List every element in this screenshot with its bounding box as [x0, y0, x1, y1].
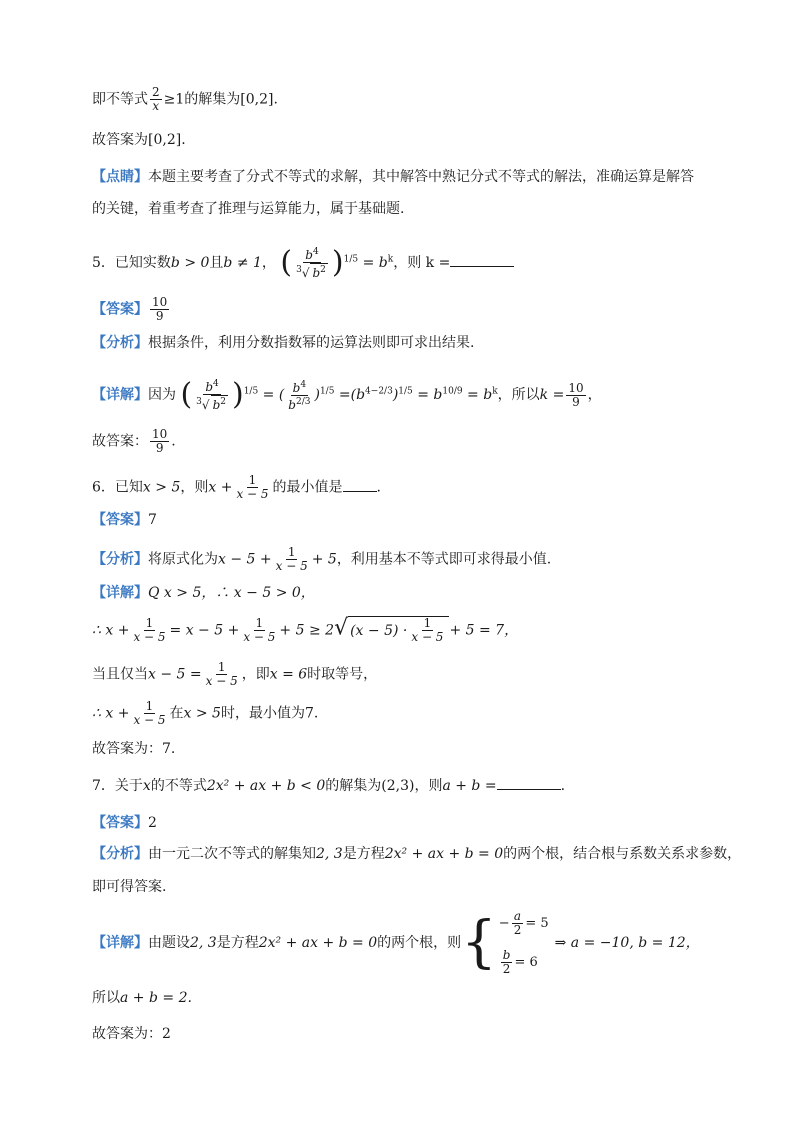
text: 所以	[92, 990, 120, 1006]
text: 故答案为	[92, 132, 148, 148]
answer-tag: 【答案】	[92, 815, 148, 831]
answer-value: 2	[148, 815, 157, 831]
math: x = 6	[269, 666, 308, 683]
math: =	[338, 387, 351, 403]
math: a + b =	[442, 778, 497, 794]
paren-right: )	[331, 245, 344, 280]
text: 根据条件，利用分数指数幂的运算法则即可求出结果.	[148, 335, 475, 351]
question-6: 6．已知x > 5，则x + $\frac{1}{x - 5}$ 的最小值是 .	[92, 473, 381, 501]
math: x > 5	[142, 479, 181, 496]
fraction: $\frac{b^4}{^3√ b^2}$	[196, 379, 226, 412]
math: (x − 5) ·	[350, 622, 408, 639]
math: ⇒ a = −10, b = 12，	[554, 935, 700, 951]
text: 即不等式	[92, 91, 148, 108]
frac-den: 9	[155, 441, 164, 455]
detail-tag: 【详解】	[92, 935, 148, 951]
conclusion-line	[92, 86, 278, 113]
q6-analysis	[92, 546, 551, 573]
answer-tag: 【答案】	[92, 301, 148, 318]
math: b	[433, 387, 443, 403]
frac-num: a	[513, 909, 522, 923]
q6-answer	[92, 510, 157, 530]
question-number: 5．已知实数	[92, 255, 171, 271]
math: + 5 = 7，	[449, 622, 519, 639]
remark-tag: 【点睛】	[92, 169, 148, 185]
frac-num: 10	[152, 295, 168, 309]
q5-detail: 【详解】因为 ( $\frac{b^4}{^3√ b^2}$ )$^{1/5}$ = ( $\frac{b^4}{b^{2/3}}$ )$^{1/5} =(b^{4-2/3})^{1/5} = b^{10/9} = b^k$，所以k = $\frac{10}{9}$ ，	[92, 377, 602, 412]
interval: [0,2].	[240, 91, 278, 108]
text: 故答案为：7.	[92, 741, 176, 757]
frac-den: 2	[502, 962, 511, 976]
q7-answer	[92, 813, 157, 833]
math: Q x > 5，∴ x − 5 > 0，	[148, 585, 315, 601]
text: ，	[261, 255, 276, 271]
exponent: 4	[312, 247, 319, 257]
text: 的关键，着重考查了推理与运算能力，属于基础题.	[92, 201, 405, 217]
q5-answer	[92, 296, 171, 323]
detail-tag: 【详解】	[92, 585, 148, 601]
text: 在	[169, 705, 184, 722]
math: 2x² + ax + b = 0	[384, 846, 504, 862]
exponent: 2/3	[295, 396, 311, 407]
text: 的解集为	[325, 778, 382, 794]
math: ∴ x +	[92, 622, 130, 639]
math: = 6	[514, 954, 538, 970]
math: a + b = 2.	[120, 990, 192, 1006]
paren-right: )	[231, 377, 244, 412]
text: 故答案为：2	[92, 1026, 171, 1042]
q7-analysis	[92, 844, 741, 864]
text: 的两个根，则	[377, 935, 462, 951]
analysis-tag: 【分析】	[92, 846, 148, 862]
exponent: 10/9	[442, 386, 463, 397]
fraction: $\frac{1}{x - 5}$	[275, 545, 308, 573]
question-number: 7．关于	[92, 778, 143, 794]
base: b	[312, 266, 321, 280]
answer-blank[interactable]	[450, 254, 514, 267]
text: 是方程	[342, 846, 385, 862]
frac-num: 1	[248, 473, 257, 487]
question-7: 7．关于x的不等式2x² + ax + b < 0的解集为(2,3)，则a + b = .	[92, 778, 566, 794]
math: x − 5 =	[148, 666, 202, 683]
math: b > 0	[170, 255, 210, 271]
paren-left: (	[280, 245, 293, 280]
q6-detail-2: ∴ x + $\frac{1}{x - 5}$ = x − 5 + $\frac{1}{x - 5}$ + 5 ≥ 2√ (x − 5) · $\frac{1}{x - 5}$ + 5 = 7，	[92, 615, 519, 644]
math: x	[142, 778, 151, 794]
exponent: k	[492, 386, 498, 397]
text: 且	[209, 255, 224, 271]
answer-blank[interactable]	[343, 479, 377, 492]
math: 2x² + ax + b < 0	[206, 778, 326, 794]
question-5: 5．已知实数b > 0且b ≠ 1， ( $\frac{b^4}{^3√ b^2}$ )$^{1/5} = b^k$，则 k =	[92, 246, 514, 280]
math: (b	[350, 387, 366, 403]
text: 因为	[148, 387, 176, 403]
answer-tag: 【答案】	[92, 512, 148, 528]
exponent: k	[387, 254, 394, 265]
interval: (2,3)	[381, 778, 415, 794]
text: 的不等式	[150, 778, 207, 794]
frac-num: b	[502, 948, 511, 962]
q6-final	[92, 739, 175, 759]
q5-final: 故答案： $\frac{10}{9}$ .	[92, 427, 176, 455]
text: ，则	[414, 778, 443, 794]
math: x − 5 +	[218, 551, 272, 568]
text: 故答案：	[92, 433, 148, 450]
math: 2x² + ax + b = 0	[258, 935, 378, 951]
text: ，利用基本不等式即可求得最小值.	[336, 551, 552, 568]
answer-blank[interactable]	[497, 777, 561, 790]
fraction	[150, 86, 162, 113]
text: 时，最小值为7.	[220, 705, 319, 722]
math: k =	[539, 387, 565, 403]
frac-den: x − 5	[236, 487, 269, 501]
answer-line	[92, 130, 186, 150]
math: = x − 5 +	[169, 622, 240, 639]
text: 是方程	[216, 935, 259, 951]
q7-so	[92, 988, 192, 1008]
fraction: $\frac{1}{x - 5}$	[133, 616, 166, 644]
fraction: $\frac{1}{x - 5}$	[133, 699, 166, 727]
fraction: $\frac{10}{9}$	[568, 380, 584, 409]
q7-detail	[92, 908, 700, 978]
frac-den: 2	[513, 923, 522, 937]
fraction	[150, 296, 169, 323]
frac-num: 2	[152, 85, 160, 99]
math: = b	[467, 387, 493, 403]
q5-analysis	[92, 333, 474, 353]
fraction: $\frac{1}{x - 5}$	[243, 616, 276, 644]
base: b	[305, 248, 313, 262]
answer-value: 7	[148, 512, 157, 528]
text: 本题主要考查了分式不等式的求解，其中解答中熟记分式不等式的解法，准确运算是解答	[148, 169, 694, 185]
fraction	[234, 474, 270, 501]
math: 2, 3	[190, 935, 217, 951]
frac-den: 9	[155, 309, 164, 323]
text: ，则 k =	[393, 255, 451, 271]
paren-left: (	[180, 377, 193, 412]
text: 将原式化为	[148, 551, 218, 568]
math: x > 5	[183, 705, 221, 722]
q6-detail-3	[92, 661, 377, 688]
equation-system: { − $\frac{a}{2}$ = 5 $\frac{b}{2}$ = 6	[461, 909, 549, 976]
math: = b	[362, 255, 388, 271]
fraction	[150, 428, 169, 455]
q6-detail	[92, 583, 315, 603]
fraction: $\frac{b^4}{b^{2/3}}$	[288, 379, 311, 412]
text: 由题设	[148, 935, 190, 951]
text: ，则	[180, 479, 209, 496]
text: ≥1的解集为	[163, 91, 241, 108]
math: = (	[262, 387, 285, 403]
q7-final	[92, 1024, 171, 1044]
math: b ≠ 1	[223, 255, 262, 271]
text: ，即	[241, 666, 270, 683]
math: −	[498, 915, 510, 931]
detail-tag: 【详解】	[92, 387, 148, 403]
q7-analysis-2	[92, 877, 166, 897]
root-index: 3	[296, 265, 302, 275]
q6-detail-4	[92, 700, 318, 727]
interval: [0,2].	[148, 132, 186, 148]
fraction: $\frac{1}{x - 5}$	[205, 660, 238, 688]
frac-num: 10	[152, 427, 168, 441]
text: 时取等号，	[307, 666, 378, 683]
math: ∴ x +	[92, 705, 130, 722]
analysis-tag: 【分析】	[92, 551, 148, 568]
frac-den: x	[152, 99, 160, 113]
text: 的最小值是	[272, 479, 343, 496]
fraction: $\frac{b^4}{^3√ b^2}$	[296, 247, 326, 280]
math: 2, 3	[316, 846, 343, 862]
text: 由一元二次不等式的解集知	[148, 846, 316, 862]
remark-line	[92, 167, 694, 187]
math: = 5	[525, 915, 549, 931]
text: 当且仅当	[92, 666, 148, 683]
exponent: 2	[320, 265, 326, 275]
analysis-tag: 【分析】	[92, 335, 148, 351]
text: 即可得答案.	[92, 879, 167, 895]
question-number: 6．已知	[92, 479, 143, 496]
exponent: 5	[352, 254, 359, 265]
text: ，所以	[497, 387, 540, 403]
exponent: 4−2/3	[365, 386, 393, 397]
text: 的两个根，结合根与系数关系求参数，	[503, 846, 742, 862]
math: + 5 ≥ 2	[279, 622, 335, 639]
remark-line-2	[92, 199, 404, 219]
exponent: 1	[343, 254, 350, 265]
math: + 5	[311, 551, 337, 568]
math: x +	[208, 479, 233, 496]
